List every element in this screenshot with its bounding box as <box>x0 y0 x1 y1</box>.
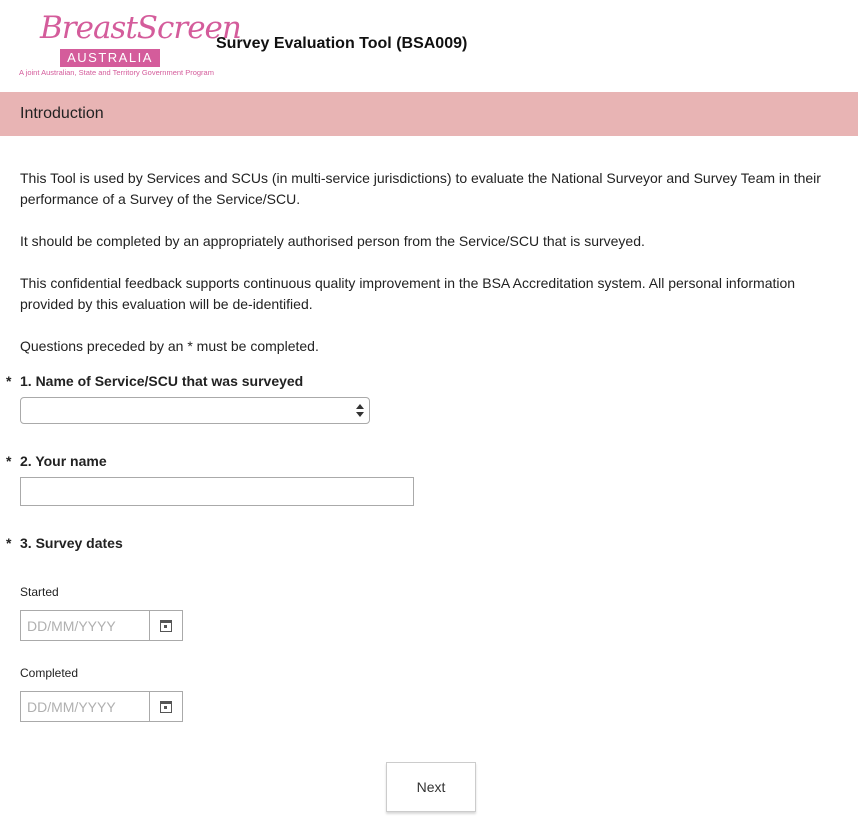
completed-label: Completed <box>20 666 79 680</box>
calendar-icon <box>160 701 172 713</box>
completed-date-input[interactable] <box>20 691 150 722</box>
logo-band: AUSTRALIA <box>60 49 160 67</box>
intro-paragraph-3: This confidential feedback supports continuous quality improvement in the BSA Accreditation system. All personal information provided by this evaluation will be de-identified. <box>20 275 796 312</box>
next-button[interactable]: Next <box>386 762 476 812</box>
required-marker: * <box>6 453 12 469</box>
required-marker: * <box>6 535 12 551</box>
logo-wordmark: BreastScreen <box>40 10 241 46</box>
question-2-label <box>6 453 107 469</box>
section-title: Introduction <box>20 105 104 122</box>
intro-paragraph-1: This Tool is used by Services and SCUs (in multi-service jurisdictions) to evaluate the National Surveyor and Survey Team in their performance of a Survey of the Service/SCU. <box>20 170 821 207</box>
started-calendar-button[interactable] <box>150 610 183 641</box>
service-select[interactable] <box>20 397 370 424</box>
completed-calendar-button[interactable] <box>150 691 183 722</box>
question-3-text: 3. Survey dates <box>20 535 123 551</box>
started-date-input[interactable] <box>20 610 150 641</box>
section-header <box>0 92 858 136</box>
your-name-input[interactable] <box>20 477 414 506</box>
calendar-icon <box>160 620 172 632</box>
select-arrows-icon <box>356 404 364 418</box>
question-1-text: 1. Name of Service/SCU that was surveyed <box>20 373 304 389</box>
breastscreen-logo <box>18 10 241 80</box>
intro-paragraph-2: It should be completed by an appropriately authorised person from the Service/SCU that is surveyed. <box>20 233 645 249</box>
page-title: Survey Evaluation Tool (BSA009) <box>216 35 468 52</box>
question-3-label <box>6 535 123 551</box>
question-1-label <box>6 373 303 389</box>
started-label: Started <box>20 585 59 599</box>
question-2-text: 2. Your name <box>20 453 107 469</box>
required-marker: * <box>6 373 12 389</box>
logo-tagline: A joint Australian, State and Territory Government Program <box>19 68 214 77</box>
intro-paragraph-4: Questions preceded by an * must be completed. <box>20 338 319 354</box>
